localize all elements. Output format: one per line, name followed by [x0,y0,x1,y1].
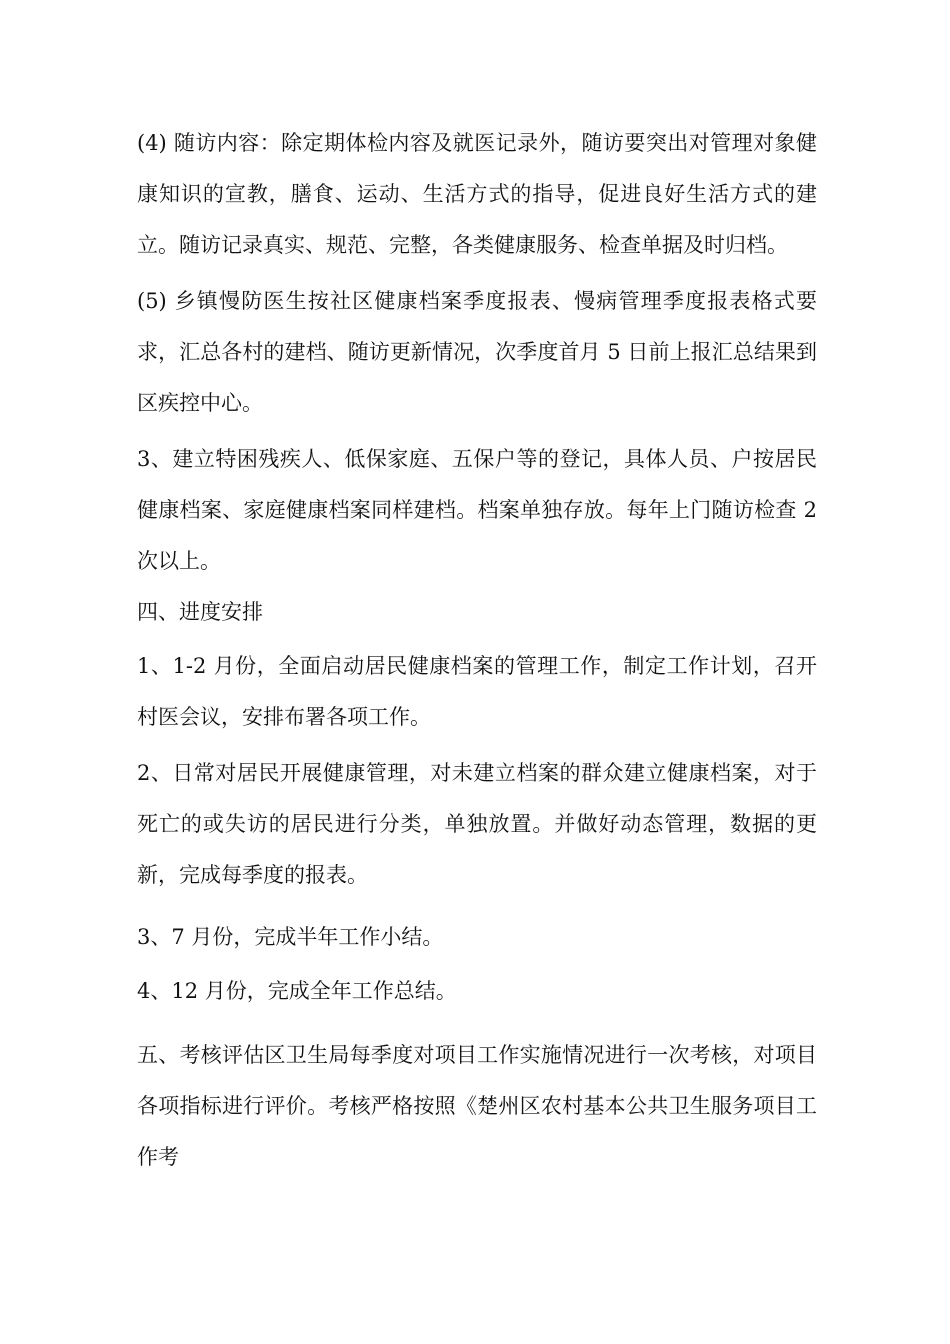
paragraph-followup-content: (4) 随访内容：除定期体检内容及就医记录外，随访要突出对管理对象健康知识的宣教，膳食、运动、生活方式的指导，促进良好生活方式的建立。随访记录真实、规范、完整，各类健康服务、检查单据及时归档。 [137,131,817,257]
paragraph-schedule-jan-feb: 1、1-2 月份，全面启动居民健康档案的管理工作，制定工作计划，召开村医会议，安排布署各项工作。 [137,654,817,729]
paragraph-schedule-july: 3、7 月份，完成半年工作小结。 [137,925,444,949]
paragraph-assessment: 五、考核评估区卫生局每季度对项目工作实施情况进行一次考核，对项目各项指标进行评价。考核严格按照《楚州区农村基本公共卫生服务项目工作考 [137,1043,817,1169]
paragraph-special-registration: 3、建立特困残疾人、低保家庭、五保户等的登记，具体人员、户按居民健康档案、家庭健康档案同样建档。档案单独存放。每年上门随访检查 2 次以上。 [137,447,817,573]
section-heading-schedule: 四、进度安排 [137,600,263,624]
document-body [137,118,817,1183]
paragraph-schedule-december: 4、12 月份，完成全年工作总结。 [137,979,457,1003]
paragraph-schedule-daily: 2、日常对居民开展健康管理，对未建立档案的群众建立健康档案，对于死亡的或失访的居民进行分类，单独放置。并做好动态管理，数据的更新，完成每季度的报表。 [137,761,817,887]
paragraph-township-report: (5) 乡镇慢防医生按社区健康档案季度报表、慢病管理季度报表格式要求，汇总各村的建档、随访更新情况，次季度首月 5 日前上报汇总结果到区疾控中心。 [137,289,817,415]
